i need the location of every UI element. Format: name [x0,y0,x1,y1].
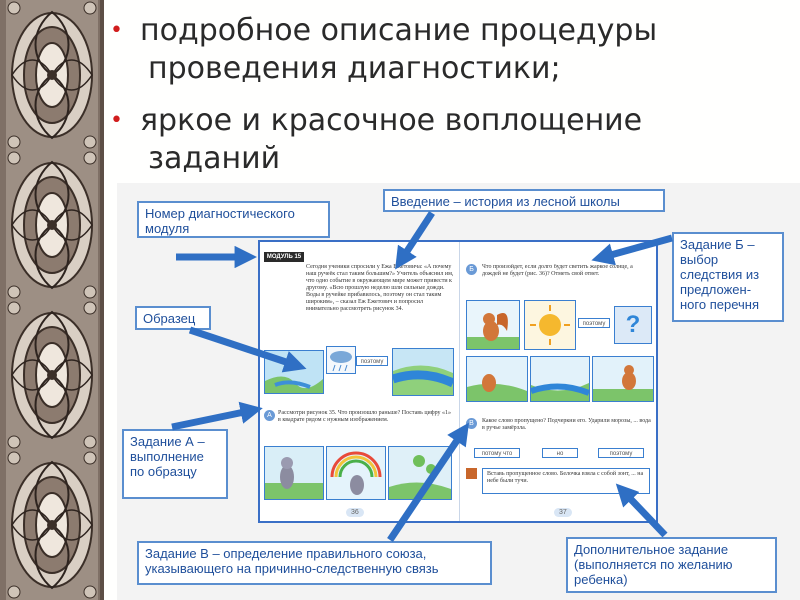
callout-module-number: Номер диагностического модуля [137,201,330,238]
bullet-1-line2: проведения диагностики; [148,51,561,86]
ornamental-border [0,0,104,600]
squirrel-picture-2 [466,356,528,402]
task-b-conjunction-label: поэтому [578,318,610,328]
sun-picture [524,300,576,350]
bullet-2-line1: яркое и красочное воплощение [140,103,643,138]
task-b-marker: Б [466,264,477,275]
callout-sample: Образец [135,306,211,330]
squirrel-picture-4 [592,356,654,402]
callout-task-a: Задание А – выполнение по образцу [122,429,228,499]
conj-option-3: поэтому [598,448,644,458]
task-a-picture-2 [326,446,386,500]
ornament-pattern [0,0,104,600]
sample-picture-2 [392,348,454,396]
question-mark-box: ? [614,306,652,344]
conj-option-1: потому что [474,448,520,458]
callout-task-v: Задание В – определение правильного союза, указывающего на причинно-следственную связь [137,541,492,585]
bullet-2-line2: заданий [148,141,281,176]
task-a-marker: А [264,410,275,421]
page-number-left: 36 [346,508,364,517]
task-a-picture-3 [388,446,452,500]
conj-option-2: но [542,448,578,458]
callout-extra-task: Дополнительное задание (выполняется по желанию ребенка) [566,537,777,593]
bullet-item-1 [110,12,657,88]
page-divider [459,242,460,521]
workbook-spread [258,240,658,523]
rain-cloud-picture [326,346,356,374]
bullet-1-line1: подробное описание процедуры [140,13,658,48]
task-b-text: Что произойдет, если долго будет светить жаркое солнце, а дождей не будет (рис. 36)? Отметь свой ответ. [482,264,633,277]
squirrel-picture-3 [530,356,590,402]
task-a-text: Рассмотри рисунок 35. Что произошло раньше? Поставь цифру «1» в квадрате рядом с нужным изображением. [278,410,452,423]
page-number-right: 37 [554,508,572,517]
callout-intro: Введение – история из лесной школы [383,189,665,212]
intro-text: Сегодня ученики спросили у Ежа Ежетовича: «А почему наш ручеёк стал таким большим?» Учитель объяснил им, что одно событие в окружающем мире может привести к другому. «Всю прошлую неделю шли сильные дожди. Воды в ручейке прибавилось, поэтому он стал таким широким», – сказал Еж Ежетович и попросил внимательно рассмотреть рисунок 34. [306,264,454,312]
bullet-dot: • [110,108,123,133]
task-a-picture-1 [264,446,324,500]
bullet-list [110,10,800,185]
callout-task-b: Задание Б – выбор следствия из предложен-ного перечня [672,232,784,322]
module-badge: МОДУЛЬ 15 [264,252,304,262]
squirrel-picture-1 [466,300,520,350]
bullet-item-2 [110,102,642,178]
task-v-marker: В [466,418,477,429]
squirrel-icon [466,468,477,479]
sample-conjunction-label: поэтому [356,356,388,366]
sample-picture-1 [264,350,324,394]
task-v-text: Какое слово пропущено? Подчеркни его. Ударили морозы, ... вода в ручье замёрзла. [482,418,651,431]
bullet-dot: • [110,18,123,43]
extra-task-text: Вставь пропущенное слово. Белочка взяла с собой зонт, ... на небе были тучи. [482,468,650,494]
